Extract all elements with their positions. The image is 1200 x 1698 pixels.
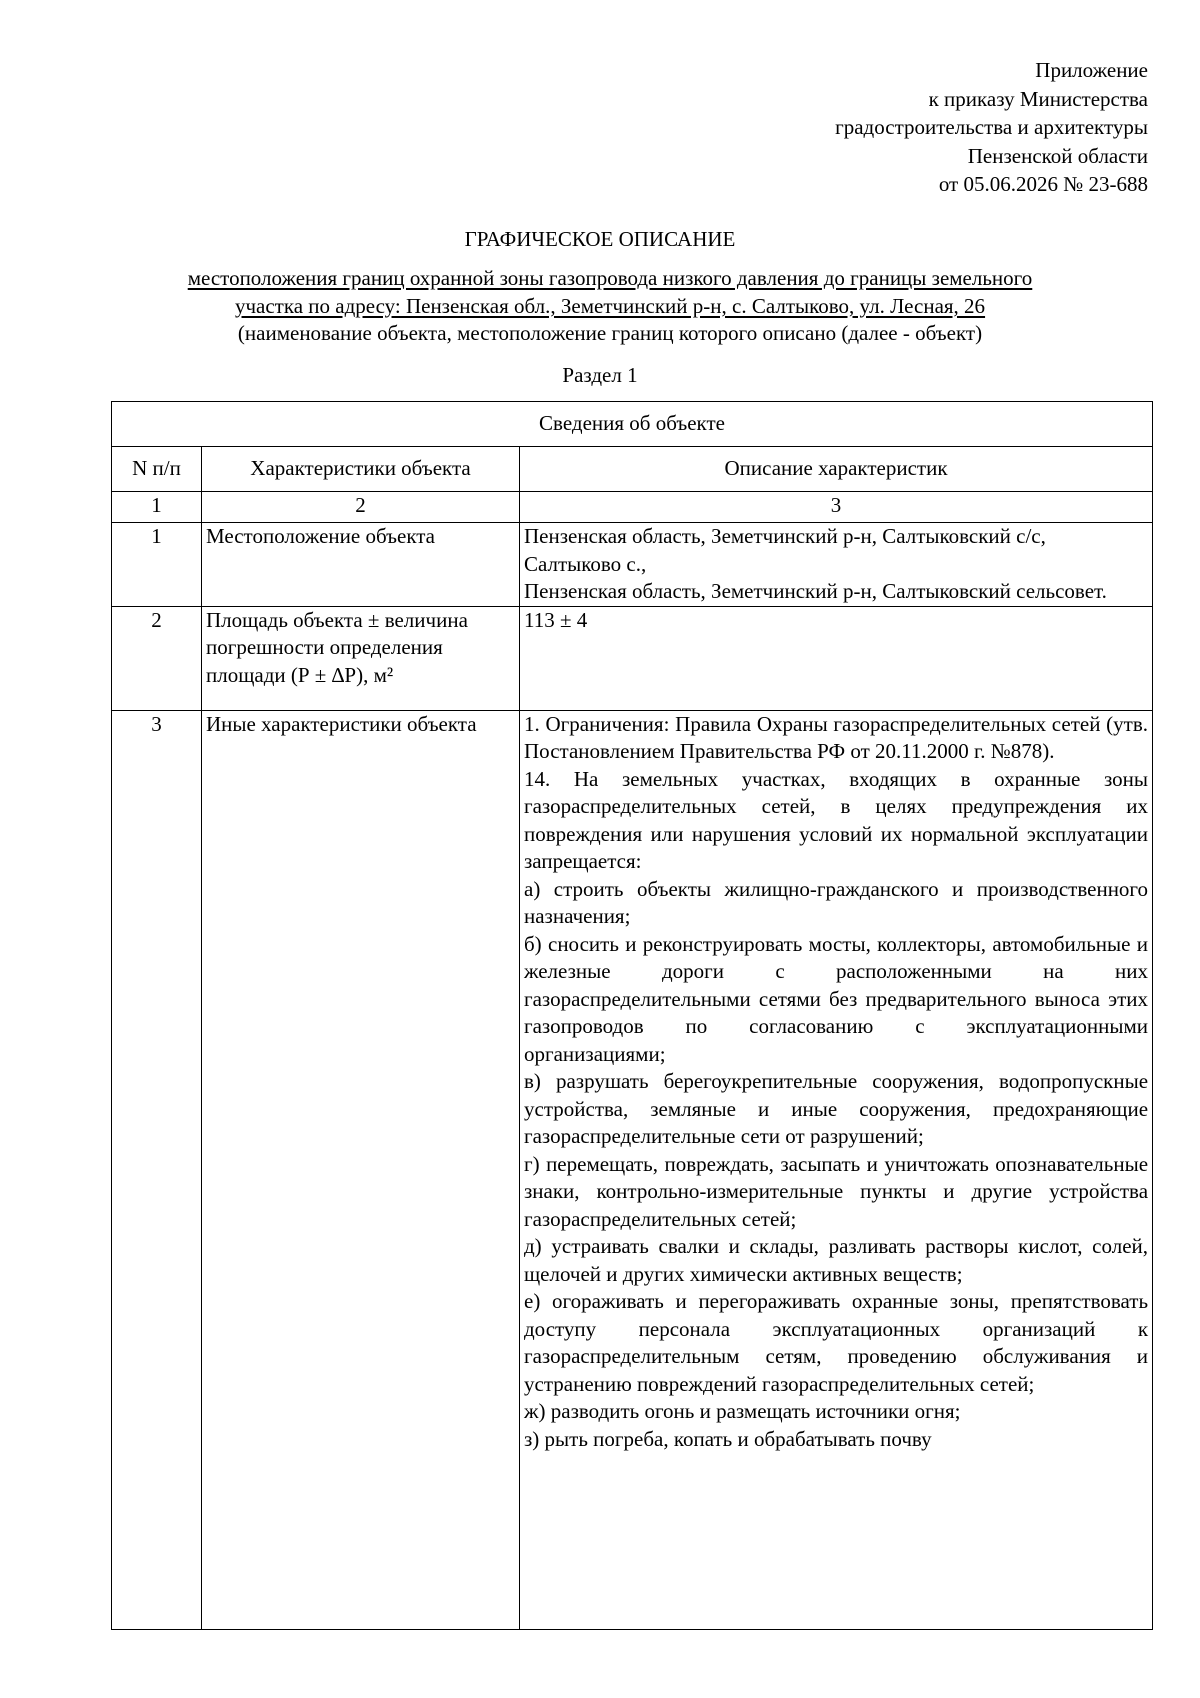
- row-description: [520, 523, 1153, 607]
- object-name-block: [120, 265, 1100, 348]
- object-name-caption: (наименование объекта, местоположение границ которого описано (далее - объект): [237, 321, 983, 345]
- description-paragraph: а) строить объекты жилищно-гражданского и производственного назначения;: [524, 876, 1149, 928]
- description-paragraph: з) рыть погреба, копать и обрабатывать почву: [524, 1426, 932, 1451]
- table-caption-row: [112, 402, 1153, 447]
- row-description: [520, 710, 1153, 1629]
- table-row: [112, 710, 1153, 1629]
- row-number: 1: [112, 523, 202, 607]
- row-characteristic: Местоположение объекта: [202, 523, 520, 607]
- document-title: ГРАФИЧЕСКОЕ ОПИСАНИЕ: [464, 227, 736, 251]
- object-name-line-1: местоположения границ охранной зоны газопровода низкого давления до границы земельного: [187, 266, 1033, 290]
- table-header-row: [112, 447, 1153, 492]
- column-number-3: 3: [520, 492, 1153, 523]
- row-characteristic: Иные характеристики объекта: [202, 710, 520, 1629]
- object-info-table: [111, 401, 1153, 1630]
- table-caption: Сведения об объекте: [112, 402, 1153, 447]
- description-line: 113 ± 4: [524, 607, 588, 632]
- object-name-line-2: участка по адресу: Пензенская обл., Земетчинский р-н, с. Салтыково, ул. Лесная, 26: [234, 293, 986, 318]
- column-number-row: [112, 492, 1153, 523]
- column-number-2: 2: [202, 492, 520, 523]
- description-line: Пензенская область, Земетчинский р-н, Салтыковский сельсовет.: [524, 579, 1107, 603]
- section-title: Раздел 1: [562, 363, 638, 387]
- description-paragraph: 14. На земельных участках, входящих в охранные зоны газораспределительных сетей, в целях предупреждения их повреждения или нарушения условий их нормальной эксплуатации запрещается:: [524, 766, 1149, 873]
- approval-line-region: Пензенской области: [967, 143, 1148, 168]
- table-row: [112, 606, 1153, 710]
- approval-line-order: к приказу Министерства: [928, 86, 1148, 111]
- description-line: Пензенская область, Земетчинский р-н, Салтыковский с/с, Салтыково с.,: [524, 524, 1046, 576]
- approval-line-date-number: от 05.06.2026 № 23-688: [938, 172, 1148, 196]
- approval-block: [835, 56, 1148, 199]
- description-paragraph: г) перемещать, повреждать, засыпать и уничтожать опознавательные знаки, контрольно-измерительные пункты и другие устройства газораспределительных сетей;: [524, 1151, 1149, 1231]
- description-paragraph: в) разрушать берегоукрепительные сооружения, водопропускные устройства, земляные и иные сооружения, предохраняющие газораспределительные сети от разрушений;: [524, 1069, 1149, 1148]
- description-paragraph: 1. Ограничения: Правила Охраны газораспределительных сетей (утв. Постановлением Правительства РФ от 20.11.2000 г. №878).: [524, 711, 1149, 763]
- description-paragraph: б) сносить и реконструировать мосты, коллекторы, автомобильные и железные дороги с расположенными на них газораспределительными сетями без предварительного выноса этих газопроводов по согласованию с эксплуатационными организациями;: [524, 931, 1149, 1066]
- header-description: Описание характеристик: [520, 447, 1153, 492]
- approval-line-appendix: Приложение: [1035, 58, 1148, 82]
- approval-line-ministry: градостроительства и архитектуры: [835, 115, 1148, 139]
- header-number: N п/п: [112, 447, 202, 492]
- table-row: [112, 523, 1153, 607]
- description-paragraph: ж) разводить огонь и размещать источники огня;: [524, 1399, 961, 1423]
- row-characteristic: Площадь объекта ± величина погрешности определения площади (Р ± ∆Р), м²: [202, 606, 520, 710]
- row-description: [520, 606, 1153, 710]
- row-number: 2: [112, 606, 202, 710]
- description-paragraph: д) устраивать свалки и склады, разливать растворы кислот, солей, щелочей и других химически активных веществ;: [524, 1234, 1149, 1286]
- row-number: 3: [112, 710, 202, 1629]
- description-paragraph: е) огораживать и перегораживать охранные зоны, препятствовать доступу персонала эксплуатационных организаций к газораспределительным сетям, проведению обслуживания и устранению повреждений газораспределительных сетей;: [524, 1289, 1149, 1396]
- column-number-1: 1: [112, 492, 202, 523]
- header-characteristic: Характеристики объекта: [202, 447, 520, 492]
